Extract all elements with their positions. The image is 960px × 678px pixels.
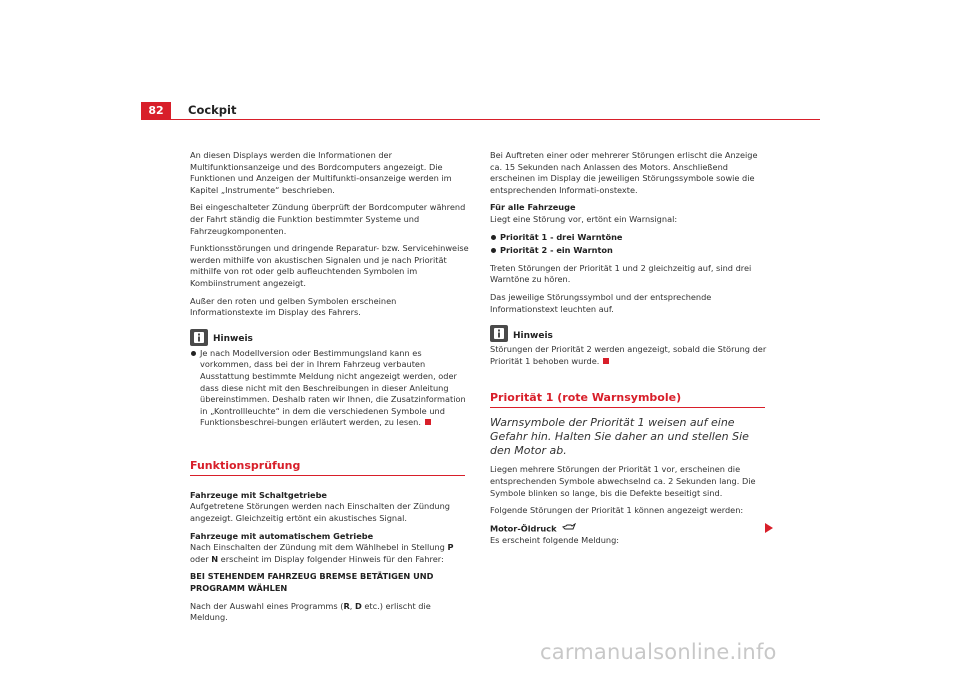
info-note-icon <box>190 329 208 346</box>
paragraph: An diesen Displays werden die Informationen der Multifunktionsanzeige und des Bordcomputers angezeigt. Die Funktionen und Anzeigen der Multifunkti-onsanzeige werden im Kapitel „Instrumente“ beschrieben. <box>190 150 452 195</box>
paragraph: Folgende Störungen der Priorität 1 können angezeigt werden: <box>490 505 744 516</box>
subheading-manual: Fahrzeuge mit Schaltgetriebe <box>190 489 327 500</box>
section-end-marker <box>425 419 431 425</box>
next-page-arrow-icon <box>765 523 773 533</box>
watermark: carmanualsonline.info <box>540 640 777 664</box>
subheading-oil-pressure: Motor-Öldruck <box>490 523 770 535</box>
header-rule <box>141 119 820 120</box>
page-title: Cockpit <box>188 103 237 117</box>
note-label: Hinweis <box>213 334 253 345</box>
paragraph: Funktionsstörungen und dringende Reparatur- bzw. Servicehinweise werden mithilfe von akustischen Signalen und je nach Priorität mithilfe von rot oder gelb aufleuchtenden Symbolen im Kombiinstrument angezeigt. <box>190 243 469 288</box>
paragraph: Das jeweilige Störungssymbol und der entsprechende Informationstext leuchten auf. <box>490 291 712 314</box>
subheading-all-vehicles: Für alle Fahrzeuge <box>490 202 576 213</box>
paragraph: Aufgetretene Störungen werden nach Einschalten der Zündung angezeigt. Gleichzeitig ertönt ein akustisches Signal. <box>190 501 450 524</box>
left-column <box>190 150 470 630</box>
subheading-automatic: Fahrzeuge mit automatischem Getriebe <box>190 530 374 541</box>
note-heading <box>490 325 770 342</box>
paragraph: Bei eingeschalteter Zündung überprüft der Bordcomputer während der Fahrt ständig die Funktion bestimmter Systeme und Fahrzeugkomponenten. <box>190 202 466 236</box>
paragraph-program: Nach der Auswahl eines Programms (R, D etc.) erlischt die Meldung. <box>190 600 431 623</box>
paragraph: Bei Auftreten einer oder mehrerer Störungen erlischt die Anzeige ca. 15 Sekunden nach Anlassen des Motors. Anschließend erscheinen im Display die jeweiligen Störungssymbole sowie die entsprechenden Informati-onstexte. <box>490 150 758 195</box>
paragraph: Liegen mehrere Störungen der Priorität 1 vor, erscheinen die entsprechenden Symbole abwechselnd ca. 2 Sekunden lang. Die Symbole blinken so lange, bis die Defekte beseitigt sind. <box>490 464 756 498</box>
note-label: Hinweis <box>513 330 553 341</box>
section-title-funktionspruefung: Funktionsprüfung <box>190 459 465 476</box>
list-item: Priorität 2 - ein Warnton <box>490 245 770 257</box>
paragraph: Treten Störungen der Priorität 1 und 2 gleichzeitig auf, sind drei Warntöne zu hören. <box>490 262 752 285</box>
paragraph: Außer den roten und gelben Symbolen erscheinen Informationstexte im Display des Fahrers. <box>190 295 397 318</box>
oil-can-icon <box>562 523 576 535</box>
info-note-icon <box>490 325 508 342</box>
list-item: Priorität 1 - drei Warntöne <box>490 232 770 244</box>
paragraph: Es erscheint folgende Meldung: <box>490 534 620 545</box>
section-subheading: Warnsymbole der Priorität 1 weisen auf eine Gefahr hin. Halten Sie daher an und stellen Sie den Motor ab. <box>490 416 749 458</box>
section-title-prioritaet-1: Priorität 1 (rote Warnsymbole) <box>490 391 765 408</box>
display-message: BEI STEHENDEM FAHRZEUG BREMSE BETÄTIGEN UND PROGRAMM WÄHLEN <box>190 571 434 594</box>
paragraph-automatic: Nach Einschalten der Zündung mit dem Wählhebel in Stellung P oder N erscheint im Display folgender Hinweis für den Fahrer: <box>190 542 454 564</box>
paragraph: Liegt eine Störung vor, ertönt ein Warnsignal: <box>490 213 678 224</box>
note-text: Störungen der Priorität 2 werden angezeigt, sobald die Störung der Priorität 1 behoben wurde. <box>490 344 767 366</box>
note-heading <box>190 329 470 346</box>
note-bullet: Je nach Modellversion oder Bestimmungsland kann es vorkommen, dass bei der in Ihrem Fahrzeug verbauten Ausstattung bestimmte Meldung nicht angezeigt werden, oder dass diese nicht mit den Beschreibungen in dieser Anleitung übereinstimmen. Deshalb raten wir Ihnen, die Zusatzinformation in „Kontrollleuchte“ in dem die verschiedenen Symbole und Funktionsbeschrei-bungen erläutert werden, zu lesen. <box>190 348 470 429</box>
section-end-marker <box>603 358 609 364</box>
right-column <box>490 150 770 552</box>
page-number: 82 <box>141 102 171 119</box>
